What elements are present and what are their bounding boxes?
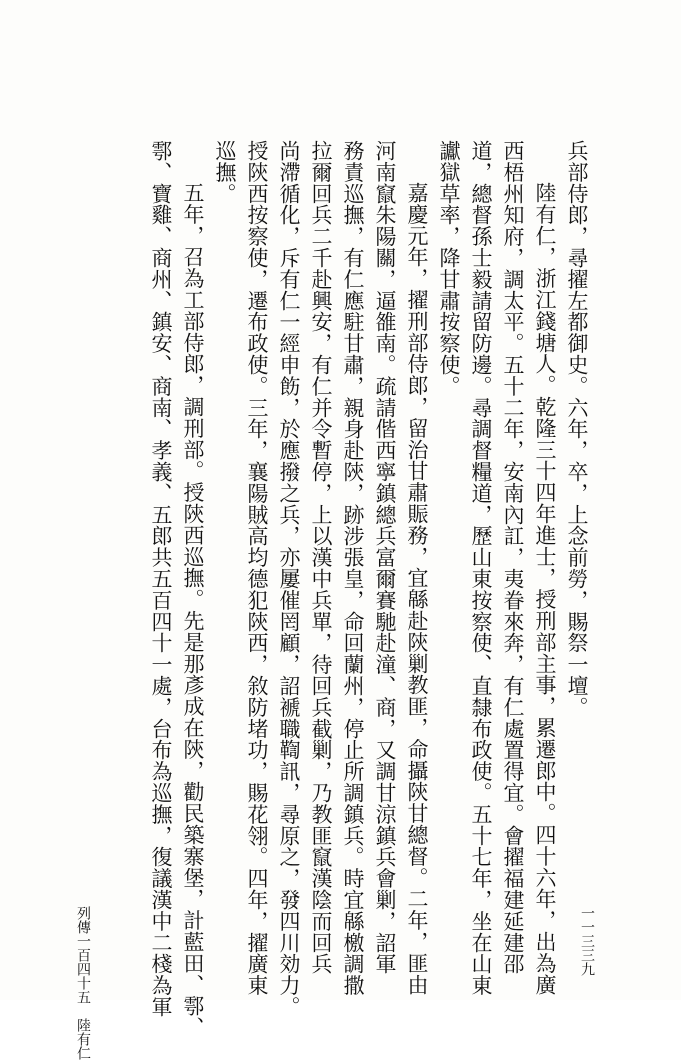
- text-column-4: 道，總督孫士毅請留防邊。尋調督糧道，歷山東按察使、直隸布政使。五十七年，坐在山東: [469, 140, 493, 996]
- text-column-6: 嘉慶元年，擢刑部侍郎，留治甘肅賑務，宜緜赴陝剿教匪，命攝陝甘總督。二年，匪由: [405, 182, 429, 996]
- text-column-11: 授陝西按察使，遷布政使。三年，襄陽賊高均德犯陝西，敘防堵功，賜花翎。四年，擢廣東: [245, 140, 269, 996]
- text-column-10: 尚滯循化，斥有仁一經申飭，於應撥之兵，亦屢催罔顧，詔褫職鞫訊，尋原之，發四川効力。: [277, 140, 301, 1018]
- page-number: 一一三三九: [579, 906, 595, 976]
- text-column-9: 拉爾回兵二千赴興安，有仁并令暫停，上以漢中兵單，待回兵截剿，乃教匪竄漢陰而回兵: [309, 140, 333, 975]
- running-title: 列傳一百四十五 陸有仁: [75, 906, 91, 1060]
- text-column-5: 讞獄草率，降甘肅按察使。: [437, 140, 461, 397]
- text-column-3: 西梧州知府，調太平。五十二年，安南內訌，夷眷來奔，有仁處置得宜。會擢福建延建邵: [501, 140, 525, 975]
- text-column-12: 巡撫。: [213, 140, 237, 205]
- text-column-14: 鄠、寶雞、商州、鎮安、商南、孝義、五郎共五百四十一處，台布為巡撫，復議漢中二棧為軍: [149, 140, 173, 1018]
- text-column-2: 陸有仁，浙江錢塘人。乾隆三十四年進士，授刑部主事，累遷郎中。四十六年，出為廣: [533, 182, 557, 996]
- text-column-13: 五年，召為工部侍郎，調刑部。授陝西巡撫。先是那彥成在陝，勸民築寨堡，計藍田、鄠、: [181, 182, 205, 1038]
- text-column-1: 兵部侍郎，尋擢左都御史。六年，卒，上念前勞，賜祭一壇。: [565, 140, 589, 718]
- text-column-7: 河南竄朱陽關，逼雒南。疏請偕西寧鎮總兵富爾賽馳赴潼、商，又調甘涼鎮兵會剿，詔軍: [373, 140, 397, 975]
- text-column-8: 務責巡撫，有仁應駐甘肅，親身赴陝，跡涉張皇，命回蘭州，停止所調鎮兵。時宜緜檄調撒: [341, 140, 365, 996]
